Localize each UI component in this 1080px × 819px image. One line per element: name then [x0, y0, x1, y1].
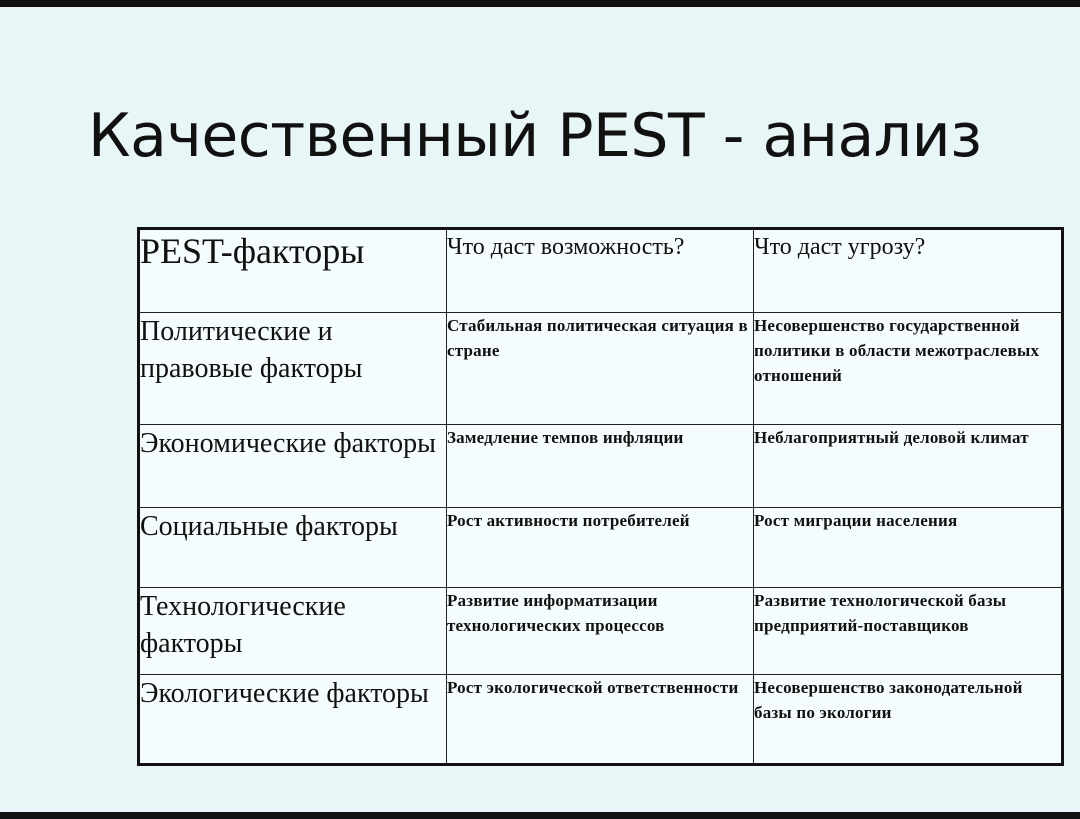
header-opportunity: Что даст возможность?	[447, 229, 754, 313]
header-threat: Что даст угрозу?	[754, 229, 1063, 313]
table-row	[139, 313, 1063, 425]
opportunity-cell: Развитие информатизации технологических процессов	[447, 588, 754, 675]
opportunity-cell: Рост экологической ответственности	[447, 675, 754, 765]
table-row	[139, 675, 1063, 765]
factor-cell: Социальные факторы	[139, 508, 447, 588]
factor-cell: Технологические факторы	[139, 588, 447, 675]
header-row	[139, 229, 1063, 313]
pest-table	[137, 227, 1064, 766]
slide-title: Качественный PEST - анализ	[88, 101, 982, 171]
bottom-border	[0, 812, 1080, 819]
opportunity-cell: Стабильная политическая ситуация в стране	[447, 313, 754, 425]
threat-cell: Развитие технологической базы предприятий-поставщиков	[754, 588, 1063, 675]
opportunity-cell: Замедление темпов инфляции	[447, 425, 754, 508]
factor-cell: Экологические факторы	[139, 675, 447, 765]
opportunity-cell: Рост активности потребителей	[447, 508, 754, 588]
table-row	[139, 425, 1063, 508]
threat-cell: Несовершенство государственной политики в области межотраслевых отношений	[754, 313, 1063, 425]
threat-cell: Несовершенство законодательной базы по экологии	[754, 675, 1063, 765]
top-border	[0, 0, 1080, 7]
threat-cell: Рост миграции населения	[754, 508, 1063, 588]
header-factor: PEST-факторы	[139, 229, 447, 313]
table-row	[139, 508, 1063, 588]
factor-cell: Экономические факторы	[139, 425, 447, 508]
table-row	[139, 588, 1063, 675]
threat-cell: Неблагоприятный деловой климат	[754, 425, 1063, 508]
factor-cell: Политические и правовые факторы	[139, 313, 447, 425]
